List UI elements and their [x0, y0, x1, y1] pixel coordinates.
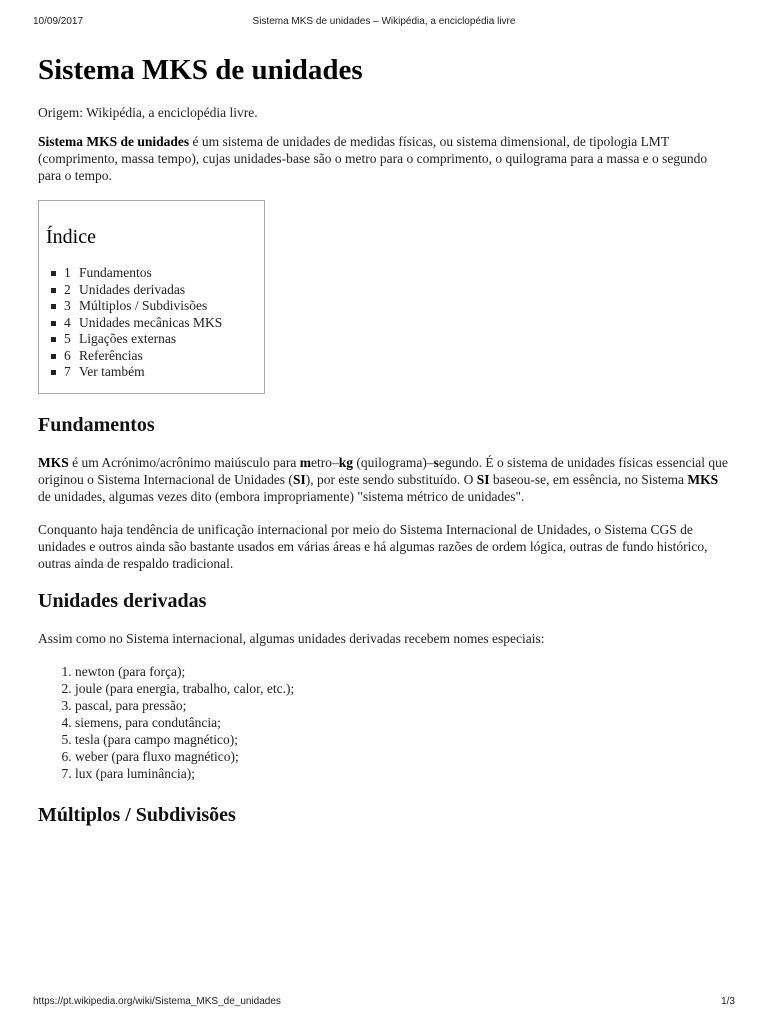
term-si: SI: [292, 471, 306, 487]
origin-note: Origem: Wikipédia, a enciclopédia livre.: [38, 105, 258, 120]
print-url: https://pt.wikipedia.org/wiki/Sistema_MKS_de_unidades: [33, 996, 281, 1007]
toc-item-unidades-mecanicas[interactable]: [64, 315, 253, 332]
toc-item-label: Ver também: [79, 364, 145, 379]
list-item: 5. tesla (para campo magnético);: [75, 731, 728, 748]
term-si: SI: [476, 471, 490, 487]
toc-item-ligacoes-externas[interactable]: [64, 331, 253, 348]
list-item: 4. siemens, para condutância;: [75, 714, 728, 731]
toc-item-label: Fundamentos: [79, 265, 152, 280]
text-run: ), por este sendo substituído. O: [305, 471, 477, 487]
toc-item-number: 3: [64, 298, 71, 313]
derived-units-list: [38, 663, 728, 782]
toc-item-number: 4: [64, 314, 71, 330]
fundamentos-paragraph-1: [38, 454, 728, 505]
intro-paragraph: [38, 133, 728, 184]
print-header: [33, 16, 735, 30]
intro-text: é um sistema de unidades de medidas físicas, ou sistema dimensional, de tipologia LMT (comprimento, massa tempo), cujas unidades-base são o metro para o comprimento, o quilograma para a massa e o segundo para o tempo.: [38, 134, 708, 183]
toc-item-label: Referências: [79, 347, 143, 363]
text-run: é um Acrónimo/acrônimo maiúsculo para: [68, 454, 300, 470]
text-run: etro–: [310, 454, 339, 470]
section-heading-multiplos: Múltiplos / Subdivisões: [38, 803, 236, 826]
page-title: Sistema MKS de unidades: [38, 54, 363, 86]
toc-item-label: Ligações externas: [79, 331, 177, 346]
text-run: baseou-se, em essência, no Sistema: [489, 471, 688, 487]
toc-item-label: Múltiplos / Subdivisões: [79, 298, 208, 313]
list-item: 1. newton (para força);: [75, 663, 728, 680]
list-item: 6. weber (para fluxo magnético);: [75, 748, 728, 765]
toc-item-number: 6: [64, 347, 71, 363]
toc-title: Índice: [46, 226, 96, 248]
toc-item-unidades-derivadas[interactable]: [64, 282, 253, 299]
term-mks: MKS: [687, 471, 719, 487]
print-date: 10/09/2017: [33, 16, 84, 27]
toc-item-label: Unidades mecânicas MKS: [79, 314, 223, 330]
term-kg: kg: [338, 454, 353, 470]
toc-item-multiplos[interactable]: [64, 298, 253, 315]
article-content: [38, 52, 728, 844]
print-page-title: Sistema MKS de unidades – Wikipédia, a enciclopédia livre: [252, 16, 516, 27]
toc-item-fundamentos[interactable]: [64, 265, 253, 282]
letter-m: m: [299, 454, 311, 470]
section-heading-fundamentos: Fundamentos: [38, 413, 155, 436]
list-item: 3. pascal, para pressão;: [75, 697, 728, 714]
toc-item-ver-tambem[interactable]: [64, 364, 253, 381]
toc-item-label: Unidades derivadas: [79, 281, 186, 297]
section-heading-unidades-derivadas: Unidades derivadas: [38, 589, 207, 612]
list-item: 2. joule (para energia, trabalho, calor, etc.);: [75, 680, 728, 697]
toc-item-number: 2: [64, 281, 71, 297]
intro-bold-term: Sistema MKS de unidades: [38, 134, 190, 149]
fundamentos-paragraph-2: Conquanto haja tendência de unificação internacional por meio do Sistema Internacional de Unidades, o Sistema CGS de unidades e outros ainda são bastante usados em várias áreas e há algumas razões de ordem lógica, outras de fundo histórico, outras ainda de respaldo tradicional.: [38, 521, 708, 571]
toc-list: [46, 265, 253, 381]
toc-item-number: 5: [64, 331, 71, 346]
text-run: de unidades, algumas vezes dito (embora impropriamente) "sistema métrico de unidades".: [38, 488, 525, 504]
toc-item-number: 7: [64, 364, 71, 379]
letter-s: s: [433, 454, 439, 470]
print-footer: [33, 996, 735, 1010]
table-of-contents: [38, 200, 265, 394]
derivadas-intro: Assim como no Sistema internacional, algumas unidades derivadas recebem nomes especiais:: [38, 630, 545, 646]
toc-item-number: 1: [64, 265, 71, 280]
text-run: egundo. É o sistema de unidades físicas essencial que originou o Sistema Internacional de Unidades (: [38, 454, 728, 487]
toc-item-referencias[interactable]: [64, 348, 253, 365]
text-run: (quilograma)–: [352, 454, 434, 470]
page-number: 1/3: [721, 996, 735, 1007]
term-mks: MKS: [38, 454, 69, 470]
list-item: 7. lux (para luminância);: [75, 765, 728, 782]
